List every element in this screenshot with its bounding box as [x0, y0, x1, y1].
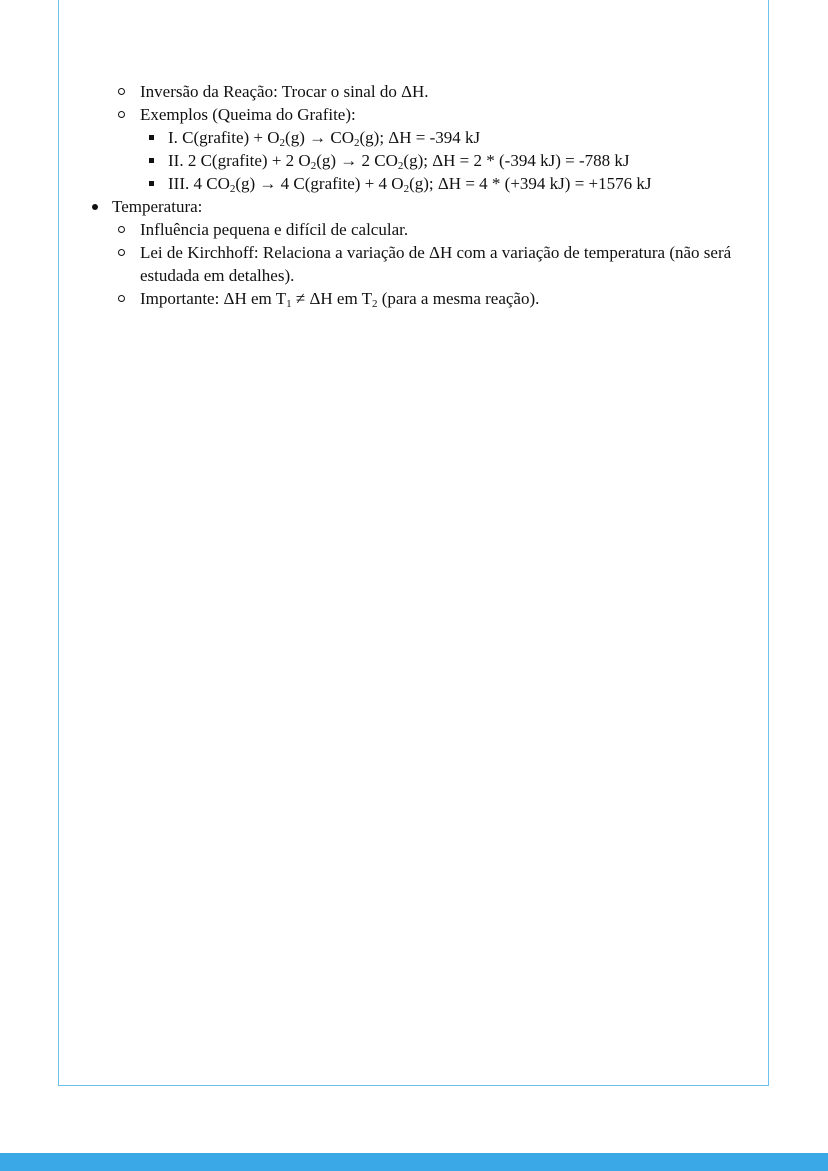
subscript: 2	[372, 298, 378, 310]
list-item-exemplos	[140, 103, 356, 126]
text: Temperatura:	[112, 197, 203, 216]
subscript: 2	[310, 160, 317, 172]
hollow-bullet-icon	[118, 249, 125, 256]
text: (g); ΔH = 4 * (+394 kJ) = +1576 kJ	[409, 174, 652, 193]
text: I. C(grafite) + O	[168, 128, 280, 147]
subscript: 2	[229, 183, 236, 195]
text: (g); ΔH = 2 * (-394 kJ) = -788 kJ	[403, 151, 630, 170]
text: Influência pequena e difícil de calcular.	[140, 220, 409, 239]
subscript: 2	[397, 160, 404, 172]
square-bullet-icon	[149, 135, 154, 140]
list-item-influencia	[140, 218, 408, 241]
list-item-kirchhoff-cont	[140, 264, 294, 287]
text: estudada em detalhes).	[140, 266, 295, 285]
text: Lei de Kirchhoff: Relaciona a variação de ΔH com a variação de temperatura (não será	[140, 243, 732, 262]
bullet-icon	[92, 204, 98, 210]
list-item-inversao	[140, 80, 429, 103]
list-item-kirchhoff	[140, 241, 731, 264]
text: III. 4 CO	[168, 174, 230, 193]
subscript: 2	[403, 183, 410, 195]
list-item-importante	[140, 287, 539, 310]
text: Inversão da Reação: Trocar o sinal do ΔH.	[140, 82, 429, 101]
text: Importante: ΔH em T	[140, 289, 287, 308]
hollow-bullet-icon	[118, 111, 125, 118]
text: (para a mesma reação).	[377, 289, 540, 308]
square-bullet-icon	[149, 181, 154, 186]
text: II. 2 C(grafite) + 2 O	[168, 151, 311, 170]
list-item-example-1	[168, 126, 480, 149]
text: (g) → CO	[285, 128, 354, 147]
list-item-temperatura	[112, 195, 202, 218]
square-bullet-icon	[149, 158, 154, 163]
list-item-example-3	[168, 172, 652, 195]
footer-bar	[0, 1153, 828, 1171]
subscript: 1	[286, 298, 292, 310]
text: Exemplos (Queima do Grafite):	[140, 105, 356, 124]
text: (g) → 2 CO	[316, 151, 398, 170]
subscript: 2	[354, 137, 360, 149]
text: (g); ΔH = -394 kJ	[359, 128, 481, 147]
hollow-bullet-icon	[118, 226, 125, 233]
list-item-example-2	[168, 149, 629, 172]
subscript: 2	[279, 137, 286, 149]
hollow-bullet-icon	[118, 295, 125, 302]
text: ≠ ΔH em T	[291, 289, 373, 308]
text: (g) → 4 C(grafite) + 4 O	[235, 174, 404, 193]
hollow-bullet-icon	[118, 88, 125, 95]
